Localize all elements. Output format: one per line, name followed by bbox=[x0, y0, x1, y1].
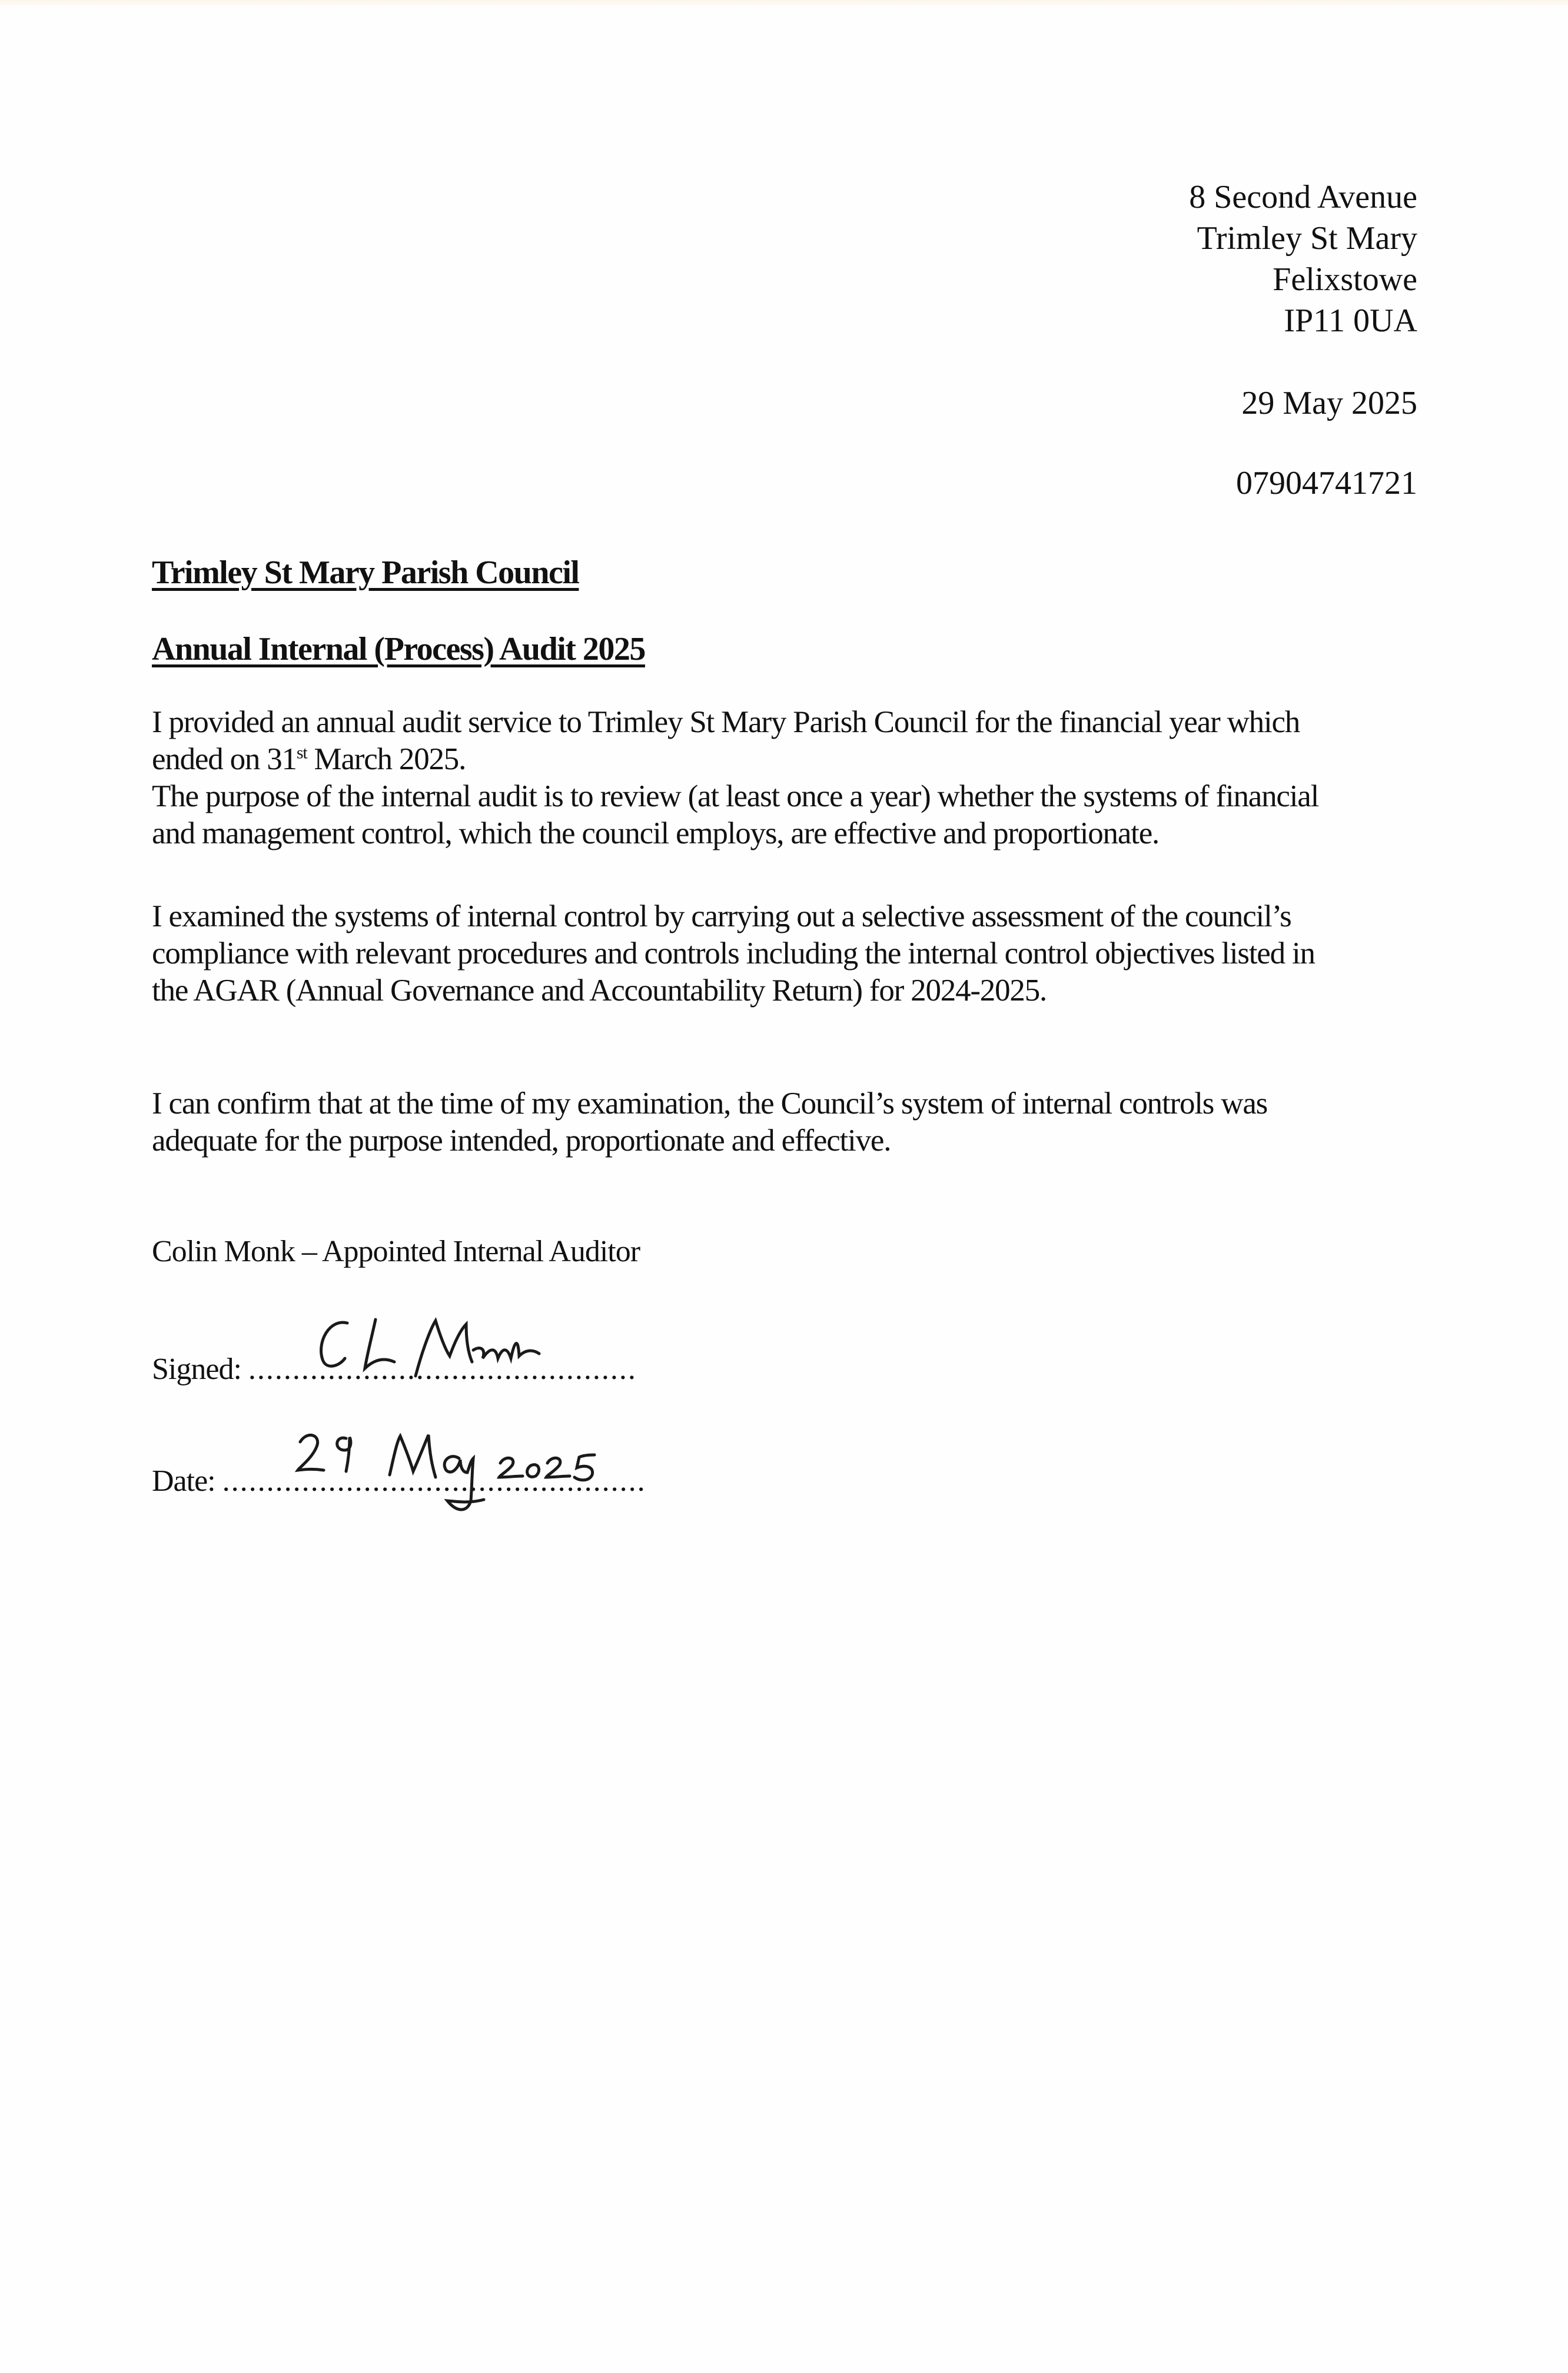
body-line: the AGAR (Annual Governance and Accountability Return) for 2024-2025. bbox=[152, 973, 1047, 1008]
signed-row bbox=[152, 1350, 637, 1389]
auditor-name: Colin Monk – Appointed Internal Auditor bbox=[152, 1235, 640, 1268]
address-line-street: 8 Second Avenue bbox=[1189, 179, 1417, 215]
address-line-town: Felixstowe bbox=[1273, 261, 1417, 298]
address-line-postcode: IP11 0UA bbox=[1284, 303, 1417, 339]
body-line bbox=[152, 741, 1435, 778]
body-line: I can confirm that at the time of my examination, the Council’s system of internal controls was bbox=[152, 1086, 1268, 1121]
sender-phone: 07904741721 bbox=[1236, 465, 1417, 501]
body-text-segment: March 2025. bbox=[307, 742, 466, 776]
subject-heading: Annual Internal (Process) Audit 2025 bbox=[152, 631, 645, 667]
recipient-heading: Trimley St Mary Parish Council bbox=[152, 554, 579, 591]
sender-address bbox=[1189, 177, 1417, 341]
body-line: I provided an annual audit service to Trimley St Mary Parish Council for the financial year which bbox=[152, 705, 1300, 739]
date-row bbox=[152, 1462, 646, 1501]
letter-date: 29 May 2025 bbox=[1241, 385, 1417, 421]
paragraph-examination bbox=[152, 898, 1435, 1009]
ordinal-suffix: st bbox=[296, 743, 307, 763]
date-label: Date: bbox=[152, 1464, 215, 1498]
body-line: adequate for the purpose intended, proportionate and effective. bbox=[152, 1124, 891, 1158]
paragraph-audit-service bbox=[152, 704, 1435, 852]
address-line-village: Trimley St Mary bbox=[1197, 220, 1417, 257]
body-line: compliance with relevant procedures and controls including the internal control objectives listed in bbox=[152, 936, 1315, 971]
paragraph-confirmation bbox=[152, 1085, 1435, 1159]
body-line: I examined the systems of internal control by carrying out a selective assessment of the council’s bbox=[152, 899, 1291, 933]
scan-edge bbox=[0, 0, 1568, 8]
body-line: The purpose of the internal audit is to review (at least once a year) whether the systems of financial bbox=[152, 779, 1319, 813]
body-line: and management control, which the council employs, are effective and proportionate. bbox=[152, 816, 1160, 850]
date-dotted-line: ................................................ bbox=[222, 1464, 646, 1498]
signed-label: Signed: bbox=[152, 1352, 241, 1386]
body-text-segment: ended on 31 bbox=[152, 742, 297, 776]
signature-dotted-line: ............................................ bbox=[248, 1352, 637, 1386]
